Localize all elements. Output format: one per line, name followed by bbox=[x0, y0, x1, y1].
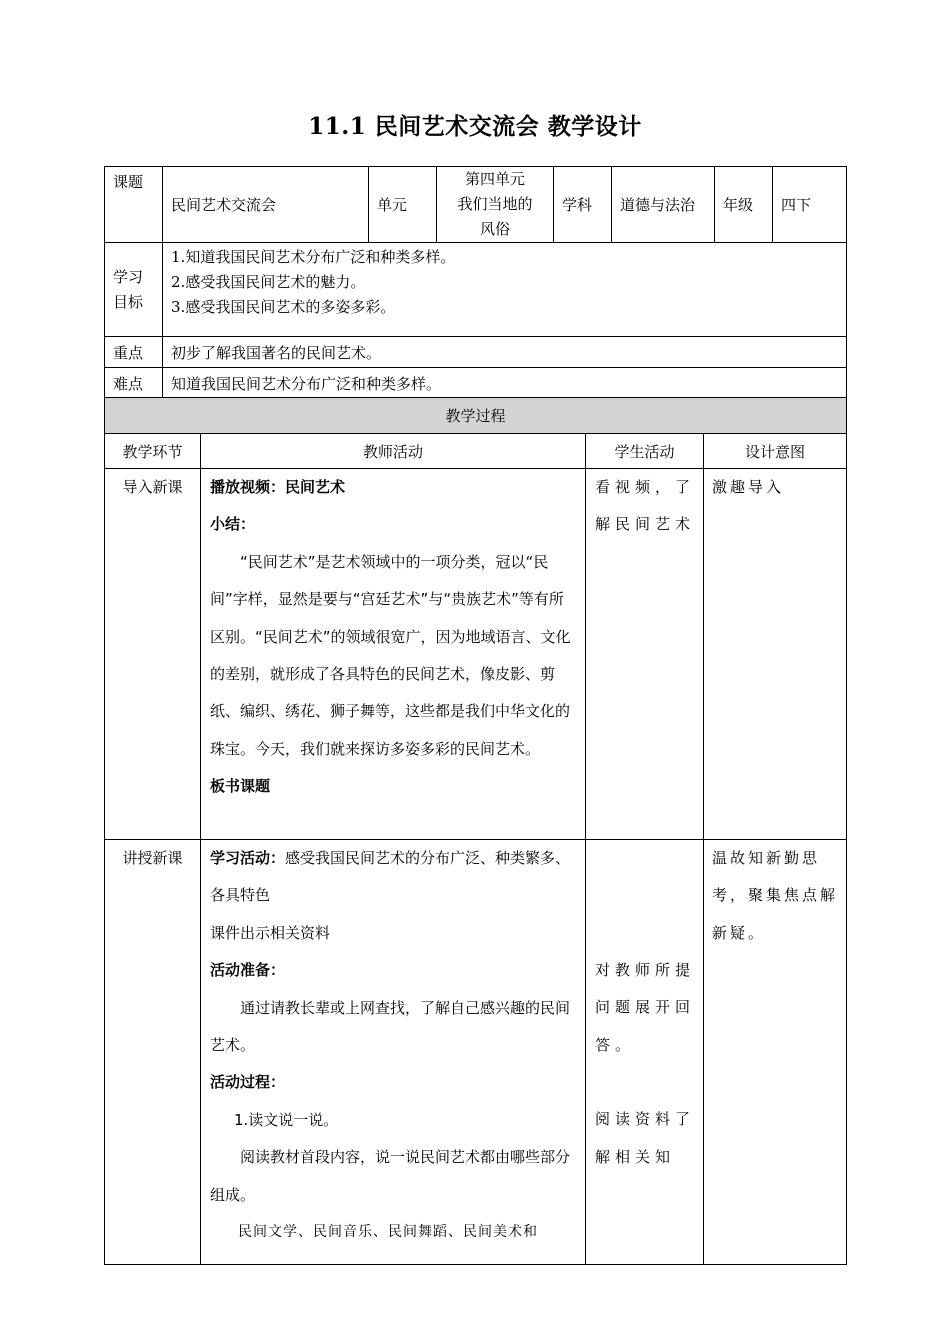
key-value: 初步了解我国著名的民间艺术。 bbox=[163, 337, 847, 368]
lecture-intent: 温故知新勤思考，聚集焦点解新疑。 bbox=[704, 840, 847, 1265]
info-table bbox=[104, 166, 847, 399]
grade-value: 四下 bbox=[773, 167, 847, 243]
intro-video: 播放视频：民间艺术 bbox=[210, 478, 346, 496]
lecture-activity: 学习活动：感受我国民间艺术的分布广泛、种类繁多、各具特色 bbox=[210, 849, 571, 905]
page-title: 11.1 民间艺术交流会 教学设计 bbox=[308, 113, 642, 140]
intro-teacher-activity bbox=[201, 469, 586, 840]
header-teacher: 教师活动 bbox=[201, 434, 586, 469]
intro-summary-text: “民间艺术”是艺术领域中的一项分类，冠以“民间”字样，显然是要与“宫廷艺术”与“贵族艺术”等有所区别。“民间艺术”的领域很宽广，因为地域语言、文化的差别，就形成了各具特色的民间艺术，像皮影、剪纸、编织、绣花、狮子舞等，这些都是我们中华文化的珠宝。今天，我们就来探访多姿多彩的民间艺术。 bbox=[210, 552, 571, 758]
goals-list bbox=[163, 243, 847, 337]
goal-item: 3.感受我国民间艺术的多姿多彩。 bbox=[171, 298, 396, 316]
lecture-teacher-activity bbox=[201, 840, 586, 1265]
lecture-process-label: 活动过程： bbox=[210, 1073, 286, 1092]
intro-board: 板书课题 bbox=[210, 777, 271, 796]
stage-lecture: 讲授新课 bbox=[105, 840, 201, 1265]
key-label: 重点 bbox=[105, 337, 163, 368]
header-stage: 教学环节 bbox=[105, 434, 201, 469]
lecture-student-activity: 对教师所提问题展开回答。 阅读资料了解相关知 bbox=[586, 840, 704, 1265]
goal-item: 1.知道我国民间艺术分布广泛和种类多样。 bbox=[171, 248, 456, 266]
stage-intro: 导入新课 bbox=[105, 469, 201, 840]
unit-value: 第四单元 我们当地的 风俗 bbox=[437, 167, 554, 243]
subject-value: 道德与法治 bbox=[612, 167, 715, 243]
lecture-answer-text: 民间文学、民间音乐、民间舞蹈、民间美术和 bbox=[238, 1224, 538, 1241]
subject-label: 学科 bbox=[554, 167, 612, 243]
difficult-label: 难点 bbox=[105, 368, 163, 399]
process-heading: 教学过程 bbox=[105, 398, 847, 434]
goals-label: 学习 目标 bbox=[105, 243, 163, 337]
process-table bbox=[104, 397, 847, 1265]
grade-label: 年级 bbox=[715, 167, 773, 243]
lecture-step1: 1.读文说一说。 bbox=[234, 1110, 339, 1129]
lecture-step1-text: 阅读教材首段内容，说一说民间艺术都由哪些部分组成。 bbox=[210, 1148, 571, 1204]
intro-student-activity: 看视频，了解民间艺术 bbox=[586, 469, 704, 840]
topic-value: 民间艺术交流会 bbox=[163, 167, 369, 243]
lecture-courseware: 课件出示相关资料 bbox=[210, 923, 331, 942]
unit-label: 单元 bbox=[369, 167, 437, 243]
lecture-prep-label: 活动准备： bbox=[210, 961, 286, 980]
intro-intent: 激趣导入 bbox=[704, 469, 847, 840]
goal-item: 2.感受我国民间艺术的魅力。 bbox=[171, 273, 366, 291]
lecture-prep-text: 通过请教长辈或上网查找，了解自己感兴趣的民间艺术。 bbox=[210, 998, 571, 1055]
header-student: 学生活动 bbox=[586, 434, 704, 469]
difficult-value: 知道我国民间艺术分布广泛和种类多样。 bbox=[163, 368, 847, 399]
header-intent: 设计意图 bbox=[704, 434, 847, 469]
intro-summary-label: 小结： bbox=[210, 515, 256, 534]
topic-label: 课题 bbox=[105, 167, 163, 243]
